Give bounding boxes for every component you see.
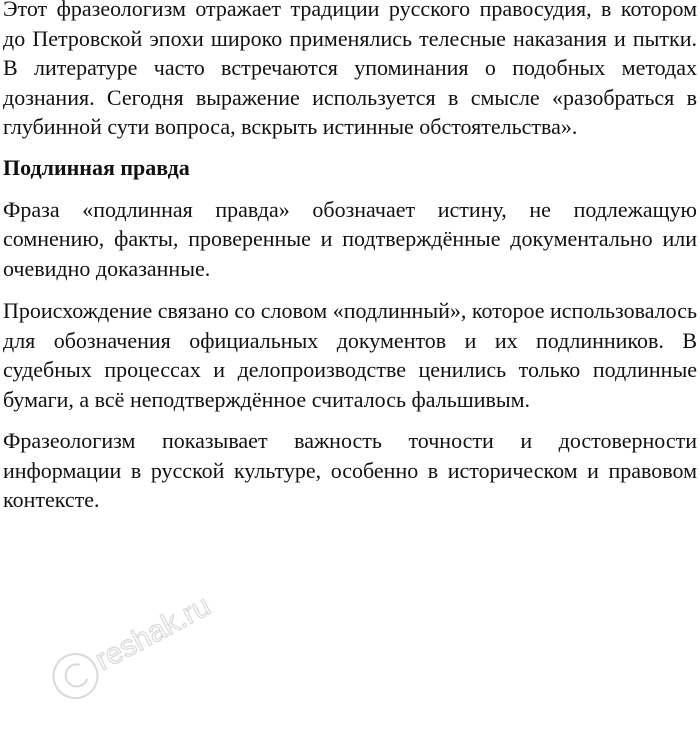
reshak-watermark [30,560,220,710]
watermark-copyright-icon [46,646,106,706]
paragraph-torture-idiom: Этот фразеологизм отражает традиции русского правосудия, в котором до Петровской эпохи широко применялись телесные наказания и пытки. В литературе часто встречаются упоминания о подобных методах дознания. Сегодня выражение используется в смысле «разобраться в глубинной сути вопроса, вскрыть истинные обстоятельства». [3,0,697,139]
paragraph-conclusion: Фразеологизм показывает важность точности и достоверности информации в русской культуре, особенно в историческом и правовом контексте. [3,428,697,512]
paragraph-definition: Фраза «подлинная правда» обозначает истину, не подлежащую сомнению, факты, проверенные и подтверждённые документально или очевидно доказанные. [3,196,697,281]
watermark-text: reshak.ru [89,589,216,678]
paragraph-origin: Происхождение связано со словом «подлинный», которое использовалось для обозначения официальных документов и их подлинников. В судебных процессах и делопроизводстве ценились только подлинные бумаги, а всё неподтверждённое считалось фальшивым. [3,298,697,412]
document-body [3,0,697,515]
section-heading: Подлинная правда [3,154,190,180]
